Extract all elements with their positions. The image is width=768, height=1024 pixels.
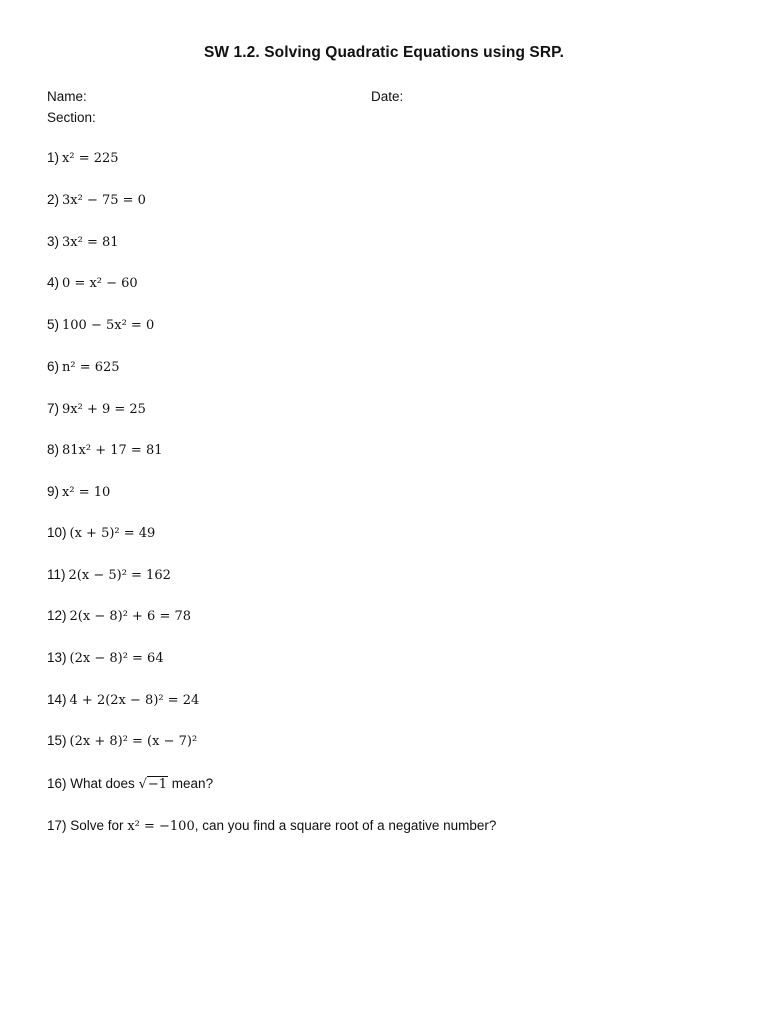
problem-11 <box>47 567 171 583</box>
problem-4 <box>47 275 138 291</box>
problem-3 <box>47 234 119 250</box>
problem-13 <box>47 650 164 666</box>
problem-7 <box>47 401 146 417</box>
problem-number: 14) <box>47 692 67 707</box>
problem-16-prefix: 16) What does <box>47 776 135 791</box>
problem-number: 11) <box>47 567 66 582</box>
problem-number: 13) <box>47 650 67 665</box>
problem-equation: x² = 10 <box>62 485 111 500</box>
problem-10 <box>47 525 155 541</box>
problem-equation: 81x² + 17 = 81 <box>62 443 163 458</box>
problem-equation: 9x² + 9 = 25 <box>62 402 146 417</box>
section-label: Section: <box>47 110 96 125</box>
problem-15 <box>47 733 197 749</box>
date-label: Date: <box>371 89 404 104</box>
problem-number: 4) <box>47 275 60 290</box>
problem-16 <box>47 776 213 792</box>
problem-equation: (x + 5)² = 49 <box>69 526 156 541</box>
problem-equation: 3x² = 81 <box>62 235 119 250</box>
problem-equation: (2x − 8)² = 64 <box>69 651 164 666</box>
problem-number: 3) <box>47 234 60 249</box>
problem-2 <box>47 192 146 208</box>
problem-number: 2) <box>47 192 60 207</box>
problem-equation: 3x² − 75 = 0 <box>62 193 146 208</box>
problem-number: 8) <box>47 442 60 457</box>
problem-equation: x² = 225 <box>62 151 119 166</box>
problem-1 <box>47 150 119 166</box>
problem-14 <box>47 692 199 708</box>
square-root-expression: √−1 <box>138 777 168 792</box>
problem-17 <box>47 818 496 834</box>
problem-number: 15) <box>47 733 67 748</box>
problem-equation: 2(x − 8)² + 6 = 78 <box>69 609 192 624</box>
problem-number: 10) <box>47 525 67 540</box>
problem-5 <box>47 317 154 333</box>
problem-number: 6) <box>47 359 60 374</box>
problem-equation: 0 = x² − 60 <box>62 276 138 291</box>
problem-equation: (2x + 8)² = (x − 7)² <box>69 734 198 749</box>
problem-equation: 4 + 2(2x − 8)² = 24 <box>69 693 200 708</box>
problem-equation: n² = 625 <box>62 360 120 375</box>
problem-17-prefix: 17) Solve for <box>47 818 124 833</box>
problem-6 <box>47 359 120 375</box>
problem-number: 9) <box>47 484 60 499</box>
problem-equation: x² = −100 <box>127 819 195 834</box>
problem-equation: 2(x − 5)² = 162 <box>68 568 171 583</box>
problem-equation: 100 − 5x² = 0 <box>62 318 155 333</box>
problem-12 <box>47 608 191 624</box>
problem-number: 12) <box>47 608 67 623</box>
problem-number: 5) <box>47 317 60 332</box>
name-label: Name: <box>47 89 87 104</box>
problem-number: 1) <box>47 150 60 165</box>
problem-17-suffix: , can you find a square root of a negative number? <box>194 818 497 833</box>
radicand: −1 <box>147 777 168 792</box>
problem-9 <box>47 484 110 500</box>
problem-16-suffix: mean? <box>171 776 214 791</box>
page-title: SW 1.2. Solving Quadratic Equations using SRP. <box>203 44 565 61</box>
problem-number: 7) <box>47 401 60 416</box>
problem-8 <box>47 442 163 458</box>
